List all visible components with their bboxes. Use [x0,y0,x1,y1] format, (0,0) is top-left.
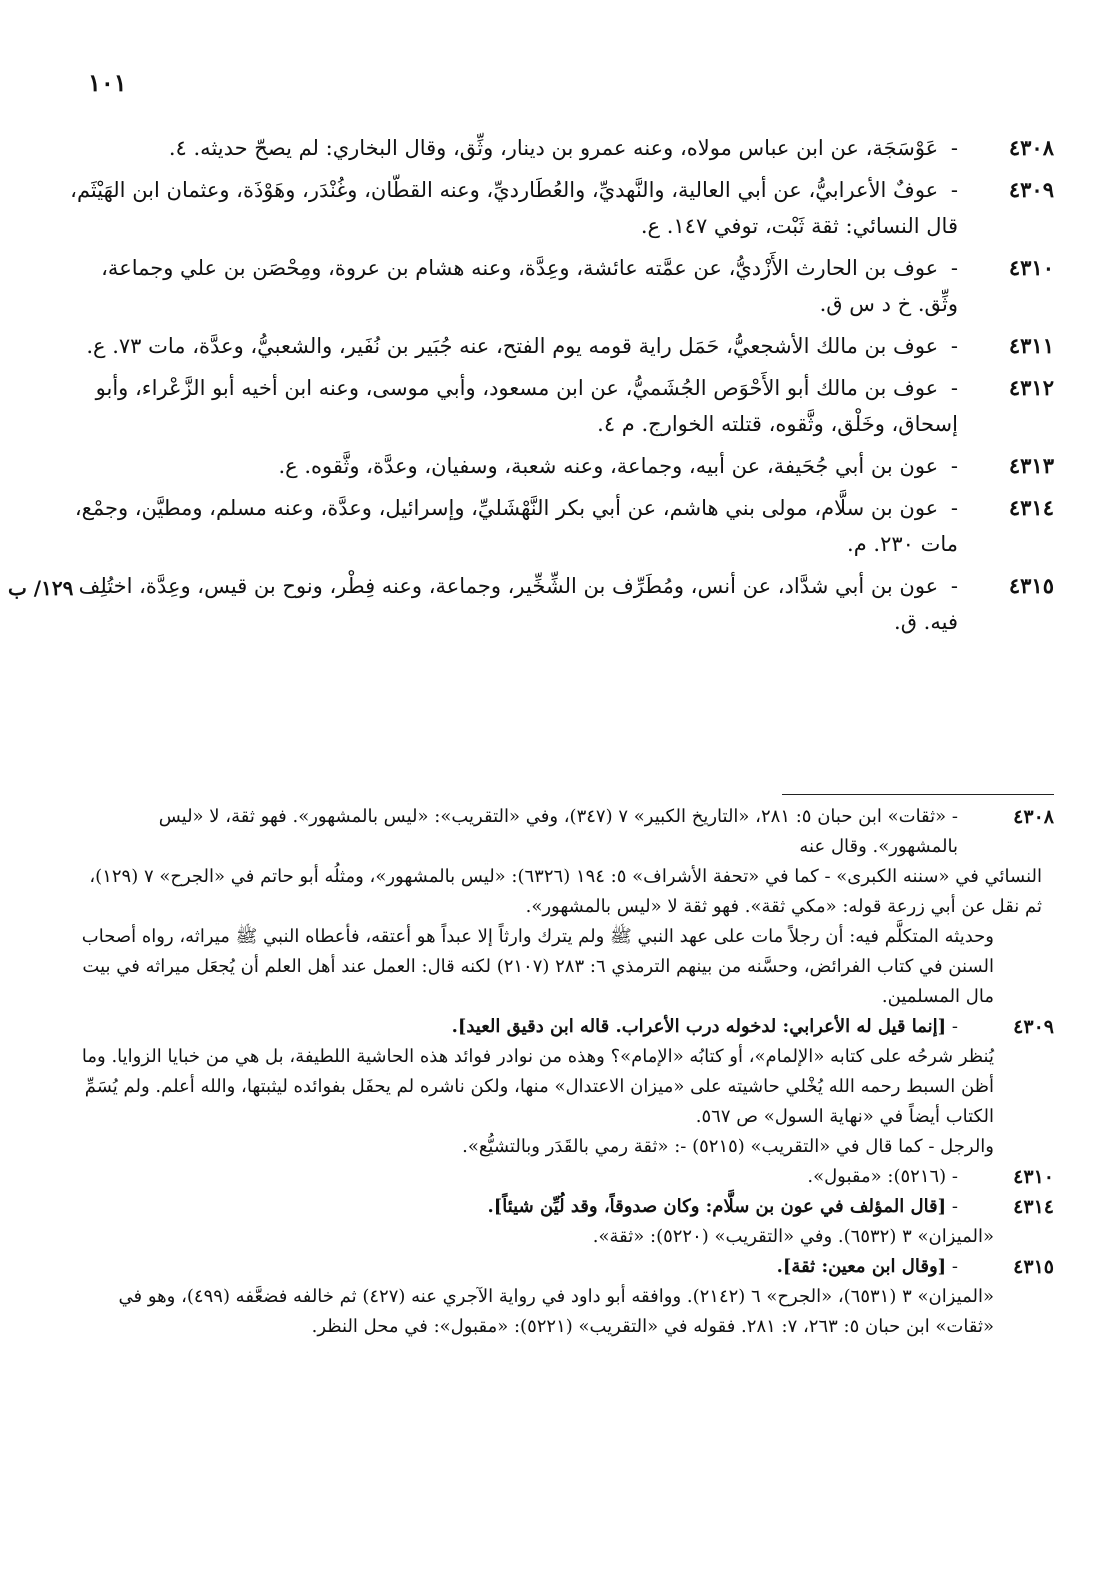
footnote-head-text: «ثقات» ابن حبان ٥: ٢٨١، «التاريخ الكبير» ٧ (٣٤٧)، وفي «التقريب»: «ليس بالمشهور». فهو ثقة، لا «ليس بالمشهور». وقال عنه [158,806,958,857]
entry-dash: - [944,454,958,478]
footnote-paragraph: «الميزان» ٣ (٦٥٣١)، «الجرح» ٦ (٢١٤٢). ووافقه أبو داود في رواية الآجري عنه (٤٢٧) ثم خالفه فضعَّفه (٤٩٩)، وهو في «ثقات» ابن حبان ٥: ٢٦٣، ٧: ٢٨١. فقوله في «التقريب» (٥٢٢١): «مقبول»: في محل النظر. [118,1286,994,1337]
entry-text: عون بن سلَّام، مولى بني هاشم، عن أبي بكر النَّهْشَليِّ، وإسرائيل، وعدَّة، وعنه مسلم، ومطيَّن، وجمْع، مات ٢٣٠. م. [74,496,958,556]
entry-dash: - [944,256,958,280]
footnote-paragraph: النسائي في «سننه الكبرى» - كما في «تحفة الأشراف» ٥: ١٩٤ (٦٣٢٦): «ليس بالمشهور»، ومثلُه أبو حاتم في «الجرح» ٧ (١٢٩)، ثم نقل عن أبي زرعة قوله: «مكي ثقة». فهو ثقة لا «ليس بالمشهور». [89,866,1042,917]
entry-dash: - [944,574,958,598]
entry-number: ٤٣١٣ [1008,453,1054,478]
entry-dash: - [944,334,958,358]
footnote-dash: - [946,1256,958,1277]
footnote-dash: - [946,1016,958,1037]
footnote-head [70,802,1054,862]
entry-text: عوف بن مالك الأشجعيُّ، حَمَل راية قومه يوم الفتح، عنه جُبَير بن نُفَير، والشعبيُّ، وعدَّة، مات ٧٣. ع. [86,334,939,358]
entry [70,448,1054,484]
entry [70,130,1054,166]
entry [70,568,1054,640]
footnote-bold-quote: [قال المؤلف في عون بن سلَّام: وكان صدوقاً، وقد لُيِّن شيئاً]. [487,1196,947,1217]
entry-text: عون بن أبي شدَّاد، عن أنس، ومُطَرِّف بن الشِّخِّير، وجماعة، وعنه فِطْر، ونوح بن قيس، وعِدَّة، اختُلِف فيه. ق. [78,574,958,634]
footnote-paragraph: وحديثه المتكلَّم فيه: أن رجلاً مات على عهد النبي ﷺ ولم يترك وارثاً إلا عبداً هو أعتقه، فأعطاه النبي ﷺ ميراثه، رواه أصحاب السنن في كتاب الفرائض، وحسَّنه من بينهم الترمذي ٦: ٢٨٣ (٢١٠٧) لكنه قال: العمل عند أهل العلم أن يُجعَل ميراثه في بيت مال المسلمين. [81,926,994,1007]
footnote-bold-quote: [وقال ابن معين: ثقة]. [776,1256,947,1277]
entry [70,172,1054,244]
footnote-number: ٤٣١٤ [1013,1196,1054,1218]
entry-number: ٤٣١٢ [1008,375,1054,400]
entry-text: عَوْسَجَة، عن ابن عباس مولاه، وعنه عمرو بن دينار، وثِّق، وقال البخاري: لم يصحّ حديثه. ٤. [168,136,939,160]
footnote-number: ٤٣٠٨ [1013,806,1054,828]
footnote-head [70,1162,1054,1192]
footnote-paragraph: والرجل - كما قال في «التقريب» (٥٢١٥) -: «ثقة رمي بالقَدَر وبالتشيُّع». [462,1136,994,1157]
footnote-number: ٤٣١٥ [1013,1256,1054,1278]
footnote-head [70,1012,1054,1042]
main-text [70,130,1054,646]
entry-number: ٤٣١٥ [1008,573,1054,598]
entry-dash: - [944,178,958,202]
entry-number: ٤٣١٠ [1008,255,1054,280]
footnote-bold-quote: [إنما قيل له الأعرابي: لدخوله درب الأعراب. قاله ابن دقيق العيد]. [451,1016,947,1037]
entry-number: ٤٣٠٩ [1008,177,1054,202]
entry-text: عون بن أبي جُحَيفة، عن أبيه، وجماعة، وعنه شعبة، وسفيان، وعدَّة، وثَّقوه. ع. [278,454,939,478]
footnote-paragraph: «الميزان» ٣ (٦٥٣٢). وفي «التقريب» (٥٢٢٠): «ثقة». [592,1226,994,1247]
entry-dash: - [944,496,958,520]
footnote-dash: - [946,1166,958,1187]
entry [70,490,1054,562]
entry [70,250,1054,322]
entry [70,370,1054,442]
entry-number: ٤٣٠٨ [1008,135,1054,160]
footnote-head-text: (٥٢١٦): «مقبول». [807,1166,947,1187]
entry-number: ٤٣١٤ [1008,495,1054,520]
footnote-number: ٤٣٠٩ [1013,1016,1054,1038]
footnote-paragraph: يُنظر شرحُه على كتابه «الإلمام»، أو كتابُه «الإمام»؟ وهذه من نوادر فوائد هذه الحاشية اللطيفة، بل هي من خبايا الزوايا. وما أظن السبط رحمه الله يُخْلي حاشيته على «ميزان الاعتدال» منها، ولكن ناشره لم يحفَل بفوائده ليثبتها، والله أعلم. ولم يُسَمِّ الكتاب أيضاً في «نهاية السول» ص ٥٦٧. [81,1046,994,1127]
footnote-dash: - [946,806,958,827]
entry-dash: - [944,376,958,400]
entry-text: عوف بن الحارث الأَزْديُّ، عن عمَّته عائشة، وعِدَّة، وعنه هشام بن عروة، ومِحْصَن بن علي وجماعة، وثِّق. خ د س ق. [101,256,958,316]
manuscript-folio-note: ١٢٩/ ب [8,576,74,600]
entry-dash: - [944,136,958,160]
footnote-head [70,1192,1054,1222]
footnote-separator [782,794,1054,795]
entry-text: عوف بن مالك أبو الأَحْوَص الجُشَميُّ، عن ابن مسعود، وأبي موسى، وعنه ابن أخيه أبو الزَّعْراء، وأبو إسحاق، وخَلْق، وثَّقوه، قتلته الخوارج. م ٤. [95,376,958,436]
entry [70,328,1054,364]
footnote-head [70,1252,1054,1282]
entry-text: عوفٌ الأعرابيُّ، عن أبي العالية، والنَّهديِّ، والعُطَارديِّ، وعنه القطّان، وغُنْدَر، وهَوْذَة، وعثمان ابن الهَيْثَم، قال النسائي: ثقة ثَبْت، توفي ١٤٧. ع. [70,178,958,238]
entry-number: ٤٣١١ [1008,333,1054,358]
page-number: ١٠١ [88,68,127,97]
footnote-number: ٤٣١٠ [1013,1166,1054,1188]
footnote-dash: - [946,1196,958,1217]
footnotes [70,802,1054,1342]
